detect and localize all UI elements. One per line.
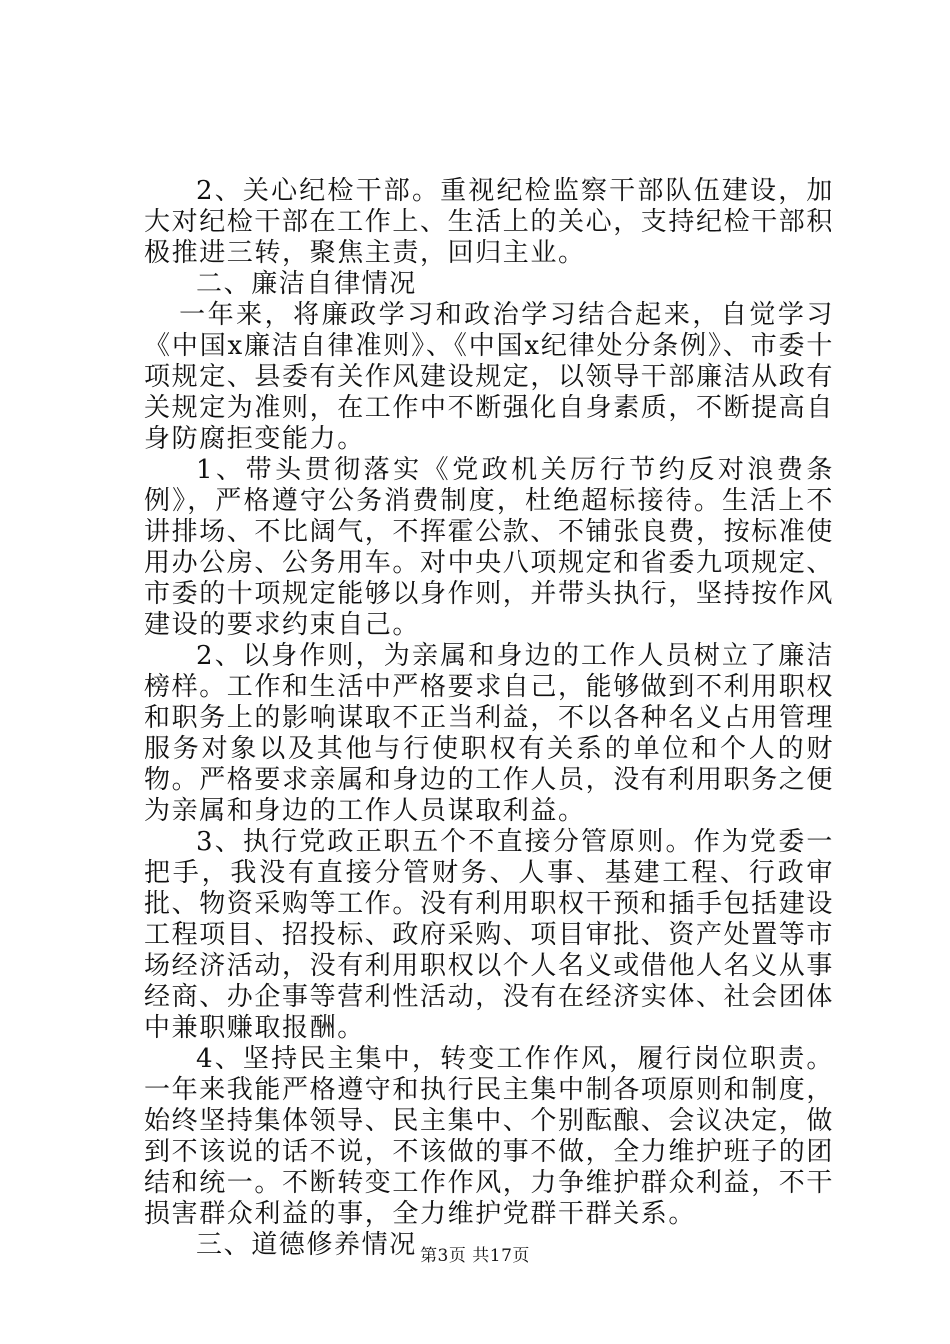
paragraph-care-for-inspectors: 2、关心纪检干部。重视纪检监察干部队伍建设，加大对纪检干部在工作上、生活上的关心，支持纪检干部积极推进三转，聚焦主责，回归主业。 <box>144 176 835 268</box>
paragraph-five-principles: 3、执行党政正职五个不直接分管原则。作为党委一把手，我没有直接分管财务、人事、基建工程、行政审批、物资采购等工作。没有利用职权干预和插手包括建设工程项目、招投标、政府采购、项目审批、资产处置等市场经济活动，没有利用职权以个人名义或借他人名义从事经商、办企事等营利性活动，没有在经济实体、社会团体中兼职赚取报酬。 <box>144 827 835 1043</box>
paragraph-integrity-study: 一年来，将廉政学习和政治学习结合起来，自觉学习《中国x廉洁自律准则》、《中国x纪律处分条例》、市委十项规定、县委有关作风建设规定，以领导干部廉洁从政有关规定为准则，在工作中不断强化自身素质，不断提高自身防腐拒变能力。 <box>144 300 835 454</box>
document-body <box>144 176 834 1261</box>
paragraph-role-model: 2、以身作则，为亲属和身边的工作人员树立了廉洁榜样。工作和生活中严格要求自己，能够做到不利用职权和职务上的影响谋取不正当利益，不以各种名义占用管理服务对象以及其他与行使职权有关系的单位和个人的财物。严格要求亲属和身边的工作人员，没有利用职务之便为亲属和身边的工作人员谋取利益。 <box>144 641 835 826</box>
section-heading-integrity: 二、廉洁自律情况 <box>196 269 417 299</box>
paragraph-frugality: 1、带头贯彻落实《党政机关厉行节约反对浪费条例》，严格遵守公务消费制度，杜绝超标接待。生活上不讲排场、不比阔气，不挥霍公款、不铺张良费，按标准使用办公房、公务用车。对中央八项规定和省委九项规定、市委的十项规定能够以身作则，并带头执行，坚持按作风建设的要求约束自己。 <box>144 455 835 640</box>
page-number-footer: 第3页 共17页 <box>420 1246 530 1266</box>
paragraph-democratic-centralism: 4、坚持民主集中，转变工作作风，履行岗位职责。一年来我能严格遵守和执行民主集中制各项原则和制度，始终坚持集体领导、民主集中、个别酝酿、会议决定，做到不该说的话不说，不该做的事不做，全力维护班子的团结和统一。不断转变工作作风，力争维护群众利益，不干损害群众利益的事，全力维护党群干群关系。 <box>144 1044 835 1229</box>
section-heading-morality: 三、道德修养情况 <box>196 1230 417 1260</box>
